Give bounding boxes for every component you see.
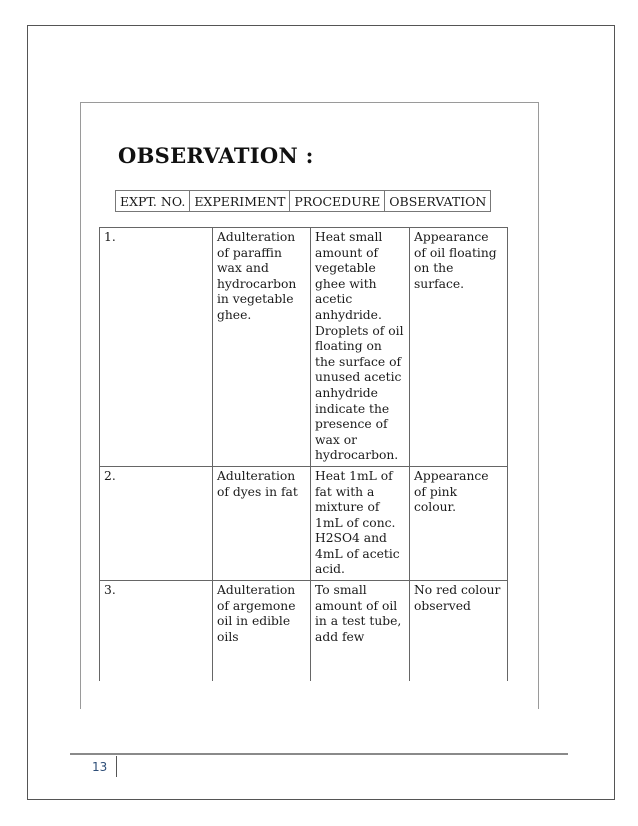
table-row [100,228,508,467]
table-row [100,581,508,682]
cell-procedure: Heat 1mL of fat with a mixture of 1mL of conc. H2SO4 and 4mL of acetic acid. [311,466,410,580]
table-row [100,466,508,580]
page-number-divider [116,756,117,777]
header-expt-no: EXPT. NO. [116,191,190,212]
footer-rule [70,753,568,755]
observation-table [99,227,508,681]
header-observation: OBSERVATION [385,191,491,212]
cell-expt-no: 3. [100,581,213,682]
cell-procedure: Heat small amount of vegetable ghee with acetic anhydride. Droplets of oil floating on the surface of unused acetic anhydride indicate the presence of wax or hydrocarbon. [311,228,410,467]
cell-procedure: To small amount of oil in a test tube, add few [311,581,410,682]
cell-observation: Appearance of pink colour. [410,466,508,580]
header-procedure: PROCEDURE [290,191,385,212]
cell-experiment: Adulteration of dyes in fat [213,466,311,580]
cell-expt-no: 2. [100,466,213,580]
cell-observation: No red colour observed [410,581,508,682]
cell-observation: Appearance of oil floating on the surface. [410,228,508,467]
column-header-table [115,190,491,212]
header-row [116,191,491,212]
cell-expt-no: 1. [100,228,213,467]
cell-experiment: Adulteration of paraffin wax and hydrocarbon in vegetable ghee. [213,228,311,467]
header-experiment: EXPERIMENT [190,191,290,212]
cell-experiment: Adulteration of argemone oil in edible oils [213,581,311,682]
page-title: OBSERVATION : [118,143,314,168]
page-number: 13 [92,760,108,774]
